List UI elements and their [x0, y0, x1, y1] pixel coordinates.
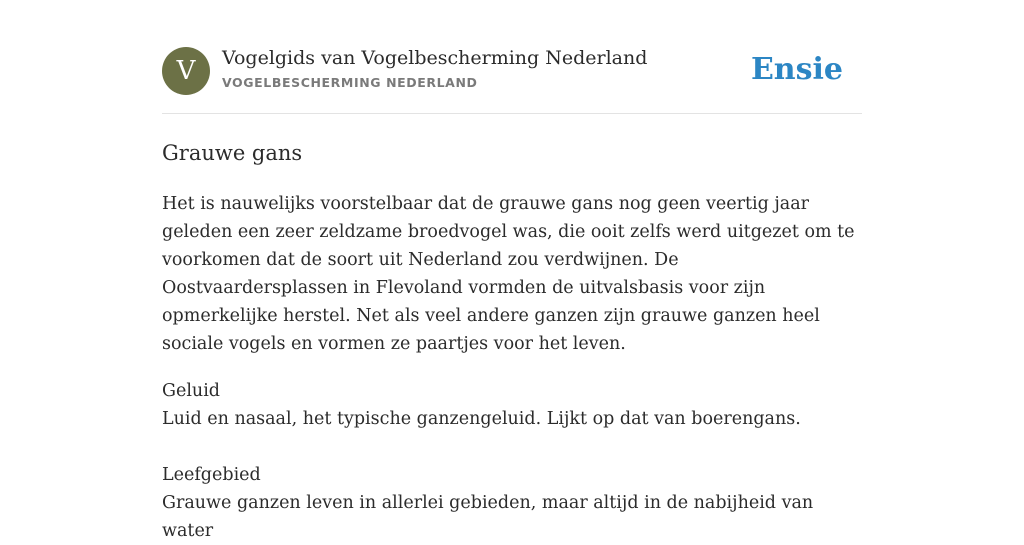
source-title[interactable]: Vogelgids van Vogelbescherming Nederland [222, 47, 648, 69]
section-text: Luid en nasaal, het typische ganzengeluid. Lijkt op dat van boerengans. [162, 409, 801, 429]
article-intro: Het is nauwelijks voorstelbaar dat de grauwe gans nog geen veertig jaar geleden een zeer zeldzame broedvogel was, die ooit zelfs werd uitgezet om te voorkomen dat de soort uit Nederland zou verdwijnen. De Oostvaardersplassen in Flevoland vormden de uitvalsbasis voor zijn opmerkelijke herstel. Net als veel andere ganzen zijn grauwe ganzen heel sociale vogels en vormen ze paartjes voor het leven. [162, 194, 855, 354]
section-heading: Leefgebied [162, 465, 261, 485]
source-avatar[interactable]: V [162, 47, 210, 95]
section-geluid [162, 377, 862, 433]
section-leefgebied [162, 461, 862, 545]
ensie-logo[interactable]: Ensie [750, 52, 843, 87]
section-text: Grauwe ganzen leven in allerlei gebieden, maar altijd in de nabijheid van water [162, 493, 814, 541]
header-divider [162, 113, 862, 114]
source-header [162, 46, 862, 96]
article-body [162, 190, 862, 545]
article-title: Grauwe gans [162, 141, 303, 165]
section-heading: Geluid [162, 381, 221, 401]
section-spacer [162, 433, 862, 461]
source-subtitle[interactable]: VOGELBESCHERMING NEDERLAND [222, 75, 478, 90]
